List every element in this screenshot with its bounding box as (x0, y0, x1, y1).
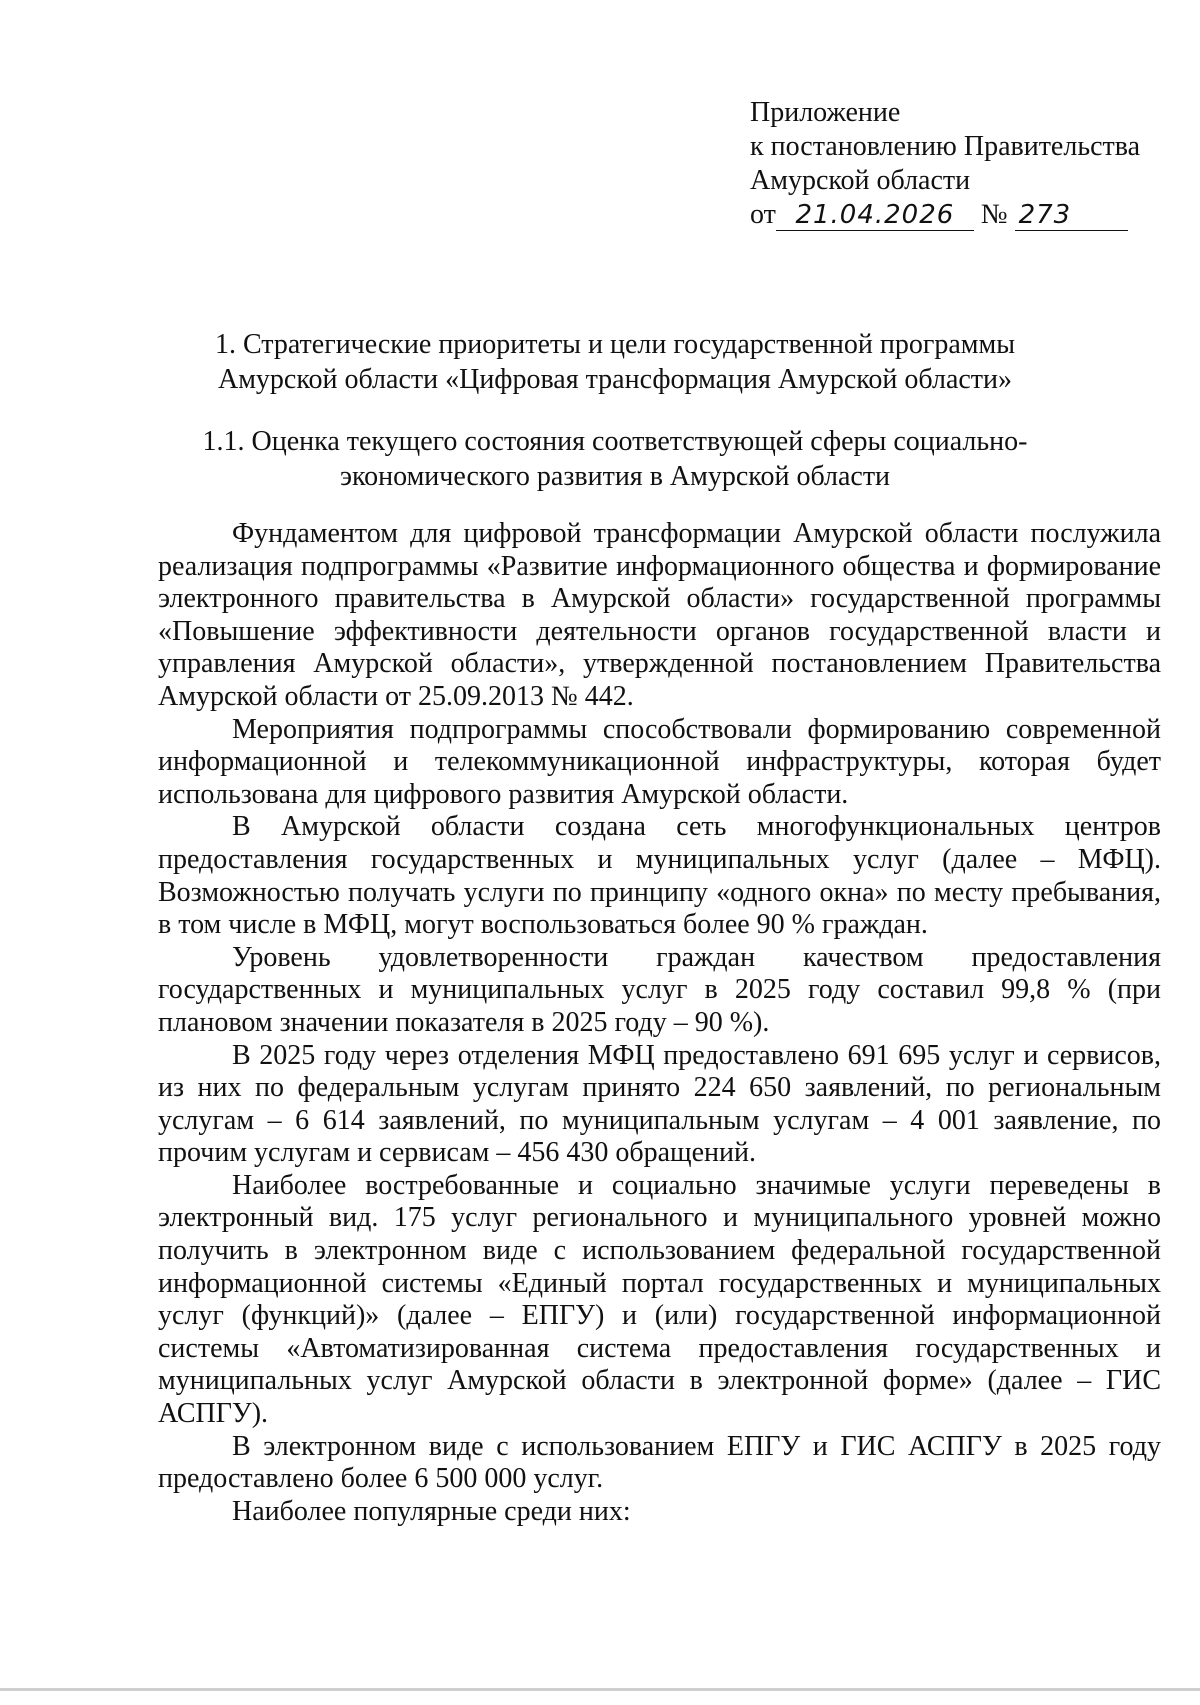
paragraph: Фундаментом для цифровой трансформации Амурской области послужила реализация подпрограммы «Развитие информационного общества и формирование электронного правительства в Амурской области» государственной программы «Повышение эффективности деятельности органов государственной власти и управления Амурской области», утвержденной постановлением Правительства Амурской области от 25.09.2013 № 442. (158, 518, 1161, 712)
section-title (150, 327, 1080, 397)
paragraph: Мероприятия подпрограммы способствовали формированию современной информационной и телекоммуникационной инфраструктуры, которая будет использована для цифрового развития Амурской области. (158, 713, 1161, 810)
subsection-title-line-2: экономического развития в Амурской области (339, 461, 891, 492)
section-title-line-2: Амурской области «Цифровая трансформация Амурской области» (217, 364, 1013, 395)
paragraph: В электронном виде с использованием ЕПГУ и ГИС АСПГУ в 2025 году предоставлено более 6 500 000 услуг. (158, 1430, 1161, 1495)
document-body (158, 518, 1161, 1528)
date-prefix: от (750, 199, 776, 230)
approval-line-appendix: Приложение (750, 97, 901, 128)
approval-block (750, 96, 1170, 232)
handwritten-date: 21.04.2026 (776, 200, 974, 231)
scan-edge-divider (0, 1688, 1200, 1691)
paragraph: В 2025 году через отделения МФЦ предоставлено 691 695 услуг и сервисов, из них по федеральным услугам принято 224 650 заявлений, по региональным услугам – 6 614 заявлений, по муниципальным услугам – 4 001 заявление, по прочим услугам и сервисам – 456 430 обращений. (158, 1039, 1161, 1169)
approval-line-resolution: к постановлению Правительства (750, 131, 1141, 162)
subsection-title (150, 424, 1080, 494)
paragraph: Наиболее востребованные и социально значимые услуги переведены в электронный вид. 175 услуг регионального и муниципального уровней можно получить в электронном виде с использованием федеральной государственной информационной системы «Единый портал государственных и муниципальных услуг (функций)» (далее – ЕПГУ) и (или) государственной информационной системы «Автоматизированная система предоставления государственных и муниципальных услуг Амурской области в электронной форме» (далее – ГИС АСПГУ). (158, 1169, 1161, 1430)
paragraph: Наиболее популярные среди них: (232, 1495, 631, 1527)
handwritten-number: 273 (1015, 200, 1128, 231)
section-title-line-1: 1. Стратегические приоритеты и цели государственной программы (214, 329, 1016, 360)
paragraph: В Амурской области создана сеть многофункциональных центров предоставления государственных и муниципальных услуг (далее – МФЦ). Возможностью получать услуги по принципу «одного окна» по месту пребывания, в том числе в МФЦ, могут воспользоваться более 90 % граждан. (158, 811, 1161, 941)
paragraph: Уровень удовлетворенности граждан качеством предоставления государственных и муниципальных услуг в 2025 году составил 99,8 % (при плановом значении показателя в 2025 году – 90 %). (158, 941, 1161, 1038)
approval-line-region: Амурской области (750, 165, 971, 196)
number-prefix: № (980, 199, 1008, 230)
approval-date-number (750, 198, 1170, 232)
subsection-title-line-1: 1.1. Оценка текущего состояния соответствующей сферы социально- (202, 426, 1028, 457)
